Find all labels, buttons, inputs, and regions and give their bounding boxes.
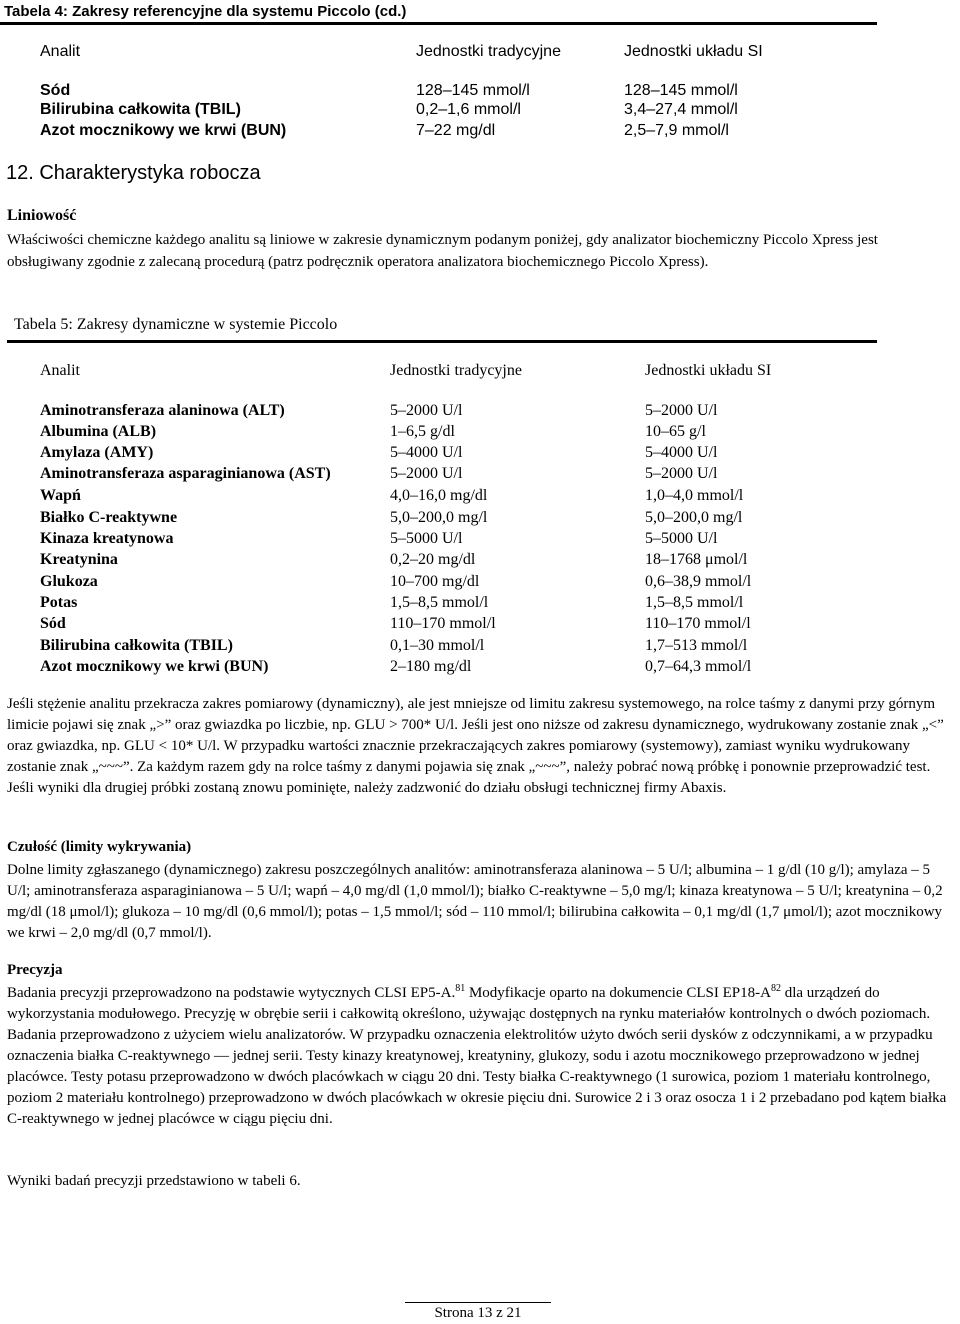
results-note: Wyniki badań precyzji przedstawiono w tabeli 6.	[7, 1173, 301, 1189]
table5-row-traditional: 5,0–200,0 mg/l	[390, 509, 488, 526]
precision-text-a: Badania precyzji przeprowadzono na podstawie wytycznych CLSI EP5-A.	[7, 985, 456, 1001]
table5-row-analyte: Albumina (ALB)	[40, 423, 157, 440]
table5-row-analyte: Sód	[40, 615, 66, 632]
table5-row-si: 1,0–4,0 mmol/l	[645, 487, 744, 504]
table5-row-traditional: 4,0–16,0 mg/dl	[390, 487, 488, 504]
table5-row-analyte: Potas	[40, 594, 78, 611]
sensitivity-heading: Czułość (limity wykrywania)	[7, 839, 192, 855]
reference-82: 82	[770, 983, 781, 994]
table5-header-analyte: Analit	[40, 362, 80, 379]
table5-row-traditional: 0,1–30 mmol/l	[390, 637, 485, 654]
table5-row-si: 18–1768 μmol/l	[645, 551, 748, 568]
table5-title: Tabela 5: Zakresy dynamiczne w systemie Piccolo	[14, 316, 338, 333]
table5-row-traditional: 10–700 mg/dl	[390, 573, 480, 590]
table4-row-traditional: 7–22 mg/dl	[416, 122, 496, 139]
table5-row-si: 5–2000 U/l	[645, 402, 718, 419]
precision-heading: Precyzja	[7, 962, 63, 978]
table5-row-traditional: 5–4000 U/l	[390, 444, 463, 461]
table4-header-si: Jednostki układu SI	[624, 43, 763, 60]
table5-row-si: 0,6–38,9 mmol/l	[645, 573, 752, 590]
table5-row-si: 1,5–8,5 mmol/l	[645, 594, 744, 611]
table5-row-analyte: Kinaza kreatynowa	[40, 530, 174, 547]
table4-row-traditional: 0,2–1,6 mmol/l	[416, 101, 521, 118]
table5-row-si: 1,7–513 mmol/l	[645, 637, 748, 654]
table5-row-analyte: Glukoza	[40, 573, 98, 590]
table4-header-traditional: Jednostki tradycyjne	[416, 43, 561, 60]
table5-row-si: 5,0–200,0 mg/l	[645, 509, 743, 526]
table5-row-si: 5–2000 U/l	[645, 465, 718, 482]
table5-row-traditional: 110–170 mmol/l	[390, 615, 496, 632]
table5-row-traditional: 5–2000 U/l	[390, 402, 463, 419]
table5-row-si: 5–5000 U/l	[645, 530, 718, 547]
sensitivity-paragraph: Dolne limity zgłaszanego (dynamicznego) zakresu poszczególnych analitów: aminotransferaza alaninowa – 5 U/l; albumina – 1 g/dl (10 g/l); amylaza – 5 U/l; aminotransferaza asparaginianowa – 5 U/l; wapń – 4,0 mg/dl (1,0 mmol/l); białko C-reaktywne – 5,0 mg/l; kinaza kreatynowa – 5 U/l; kreatynina – 0,2 mg/dl (18 μmol/l); glukoza – 10 mg/dl (0,6 mmol/l); potas – 1,5 mmol/l; sód – 110 mmol/l; bilirubina całkowita – 0,1 mg/dl (1,7 μmol/l); azot mocznikowy we krwi – 2,0 mg/dl (0,7 mmol/l).	[7, 862, 943, 941]
table5-row-analyte: Azot mocznikowy we krwi (BUN)	[40, 658, 269, 675]
table5-row-analyte: Kreatynina	[40, 551, 118, 568]
table4-row-analyte: Azot mocznikowy we krwi (BUN)	[40, 122, 287, 139]
table4-row-analyte: Bilirubina całkowita (TBIL)	[40, 101, 241, 118]
precision-text-b: Modyfikacje oparto na dokumencie CLSI EP18-A	[465, 985, 771, 1001]
table5-row-analyte: Bilirubina całkowita (TBIL)	[40, 637, 233, 654]
section-title: 12. Charakterystyka robocza	[6, 162, 261, 184]
precision-paragraph	[7, 983, 955, 1130]
table4-row-traditional: 128–145 mmol/l	[416, 82, 530, 99]
table4-row-si: 128–145 mmol/l	[624, 82, 738, 99]
linearity-paragraph: Właściwości chemiczne każdego analitu są liniowe w zakresie dynamicznym podanym poniżej, gdy analizator biochemiczny Piccolo Xpress jest obsługiwany zgodnie z zalecaną procedurą (patrz podręcznik operatora analizatora biochemicznego Piccolo Xpress).	[7, 232, 878, 270]
table5-row-analyte: Aminotransferaza asparaginianowa (AST)	[40, 465, 331, 482]
linearity-heading: Liniowość	[7, 207, 77, 224]
page-number: Strona 13 z 21	[434, 1305, 522, 1321]
table5-row-traditional: 5–5000 U/l	[390, 530, 463, 547]
table5-row-traditional: 2–180 mg/dl	[390, 658, 472, 675]
table5-row-analyte: Amylaza (AMY)	[40, 444, 154, 461]
table5-row-si: 5–4000 U/l	[645, 444, 718, 461]
table5-row-si: 0,7–64,3 mmol/l	[645, 658, 752, 675]
table4-row-si: 3,4–27,4 mmol/l	[624, 101, 738, 118]
table4-row-analyte: Sód	[40, 82, 71, 99]
table5-row-traditional: 1,5–8,5 mmol/l	[390, 594, 489, 611]
table5-header-si: Jednostki układu SI	[645, 362, 772, 379]
range-paragraph: Jeśli stężenie analitu przekracza zakres pomiarowy (dynamiczny), ale jest mniejsze od limitu zakresu systemowego, na rolce taśmy z danymi przy górnym limicie pojawi się znak „>” oraz gwiazdka po liczbie, np. GLU > 700* U/l. Jeśli jest ono niższe od zakresu dynamicznego, wydrukowany zostanie znak „<” oraz gwiazdka, np. GLU < 10* U/l. W przypadku wartości znacznie przekraczających zakres pomiarowy (systemowy), zamiast wyniku wydrukowany zostanie znak „~~~”. Za każdym razem gdy na rolce taśmy z danymi pojawia się znak „~~~”, należy pobrać nową próbkę i ponownie przeprowadzić test. Jeśli wyniki dla drugiej próbki zostaną znowu pominięte, należy zadzwonić do działu obsługi technicznej firmy Abaxis.	[7, 696, 944, 796]
table5-row-traditional: 5–2000 U/l	[390, 465, 463, 482]
table5-row-traditional: 1–6,5 g/dl	[390, 423, 455, 440]
reference-81: 81	[455, 983, 466, 994]
footer-rule	[405, 1302, 551, 1303]
table5-row-analyte: Białko C-reaktywne	[40, 509, 178, 526]
table5-row-traditional: 0,2–20 mg/dl	[390, 551, 476, 568]
table5-row-analyte: Aminotransferaza alaninowa (ALT)	[40, 402, 285, 419]
table4-header-analyte: Analit	[40, 43, 81, 60]
table4-row-si: 2,5–7,9 mmol/l	[624, 122, 729, 139]
table5-row-analyte: Wapń	[40, 487, 81, 504]
table5-header-traditional: Jednostki tradycyjne	[390, 362, 522, 379]
precision-text-c: dla urządzeń do wykorzystania modułowego. Precyzję w obrębie serii i całkowitą określono, używając dostępnych na rynku materiałów kontrolnych o dwóch poziomach. Badania przeprowadzono z użyciem wielu analizatorów. W przypadku oznaczenia elektrolitów użyto dwóch serii dysków z odczynnikami, a w przypadku oznaczenia białka C-reaktywnego — jednej serii. Testy kinazy kreatynowej, kreatyniny, glukozy, sodu i azotu mocznikowego przeprowadzono w jednej placówce. Testy potasu przeprowadzono w dwóch placówkach w ciągu 20 dni. Testy białka C-reaktywnego (1 surowica, poziom 1 materiału kontrolnego, poziom 2 materiału kontrolnego) przeprowadzono w dwóch placówkach w okresie pięciu dni. Surowice 2 i 3 oraz osocza 1 i 2 przebadano pod kątem białka C-reaktywnego w jednej placówce w ciągu pięciu dni.	[7, 985, 947, 1127]
table5-top-rule	[7, 340, 877, 343]
table5-row-si: 10–65 g/l	[645, 423, 706, 440]
table4-title: Tabela 4: Zakresy referencyjne dla systemu Piccolo (cd.)	[4, 3, 407, 20]
table5-row-si: 110–170 mmol/l	[645, 615, 751, 632]
table4-top-rule	[0, 22, 877, 25]
